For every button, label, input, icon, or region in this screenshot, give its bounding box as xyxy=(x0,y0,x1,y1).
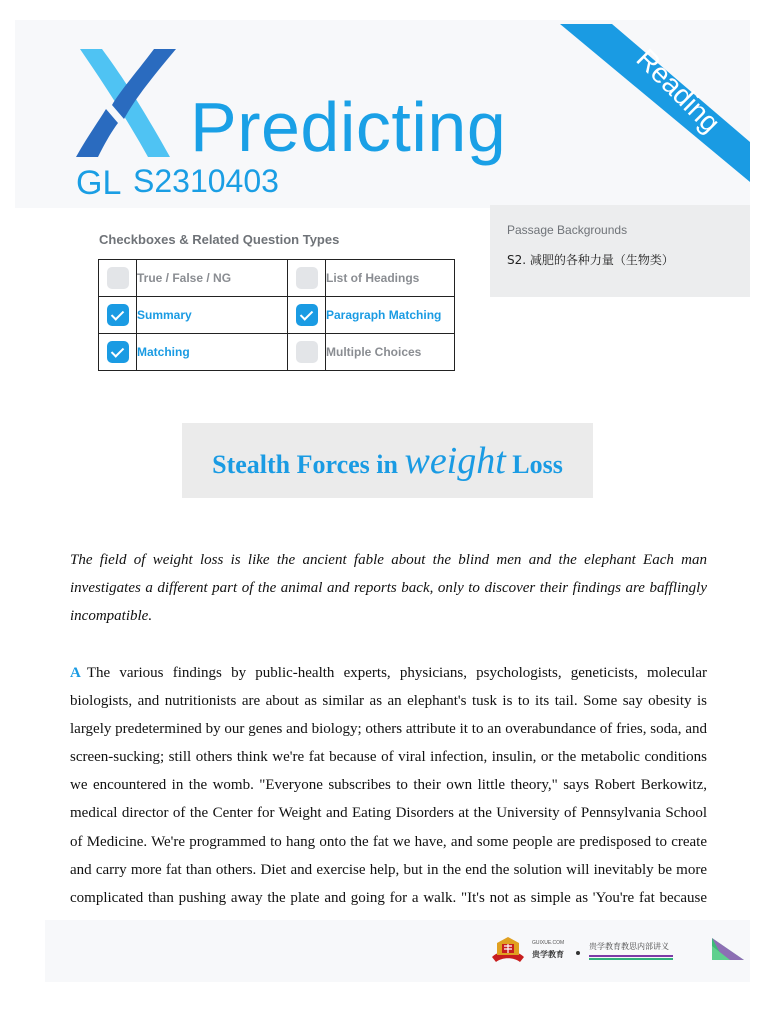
checkbox-multiple-choices[interactable] xyxy=(296,341,318,363)
checkbox-matching[interactable] xyxy=(107,341,129,363)
checkbox-label: List of Headings xyxy=(326,271,420,285)
checkbox-summary[interactable] xyxy=(107,304,129,326)
checkbox-paragraph-matching[interactable] xyxy=(296,304,318,326)
page-title: Predicting xyxy=(190,88,507,166)
ribbon-label: Reading xyxy=(630,42,727,139)
paragraph-line: biologists, and nutritionists are about as similar as an elephant's tusk is to its tail. Some say obesity is xyxy=(70,693,707,710)
footer-underline xyxy=(589,958,673,960)
guixue-logo-icon xyxy=(490,935,526,963)
paragraph-line: incompatible. xyxy=(70,608,153,625)
checkbox-label: Paragraph Matching xyxy=(326,308,442,322)
paragraph-line: of Medicine. We're programmed to hang onto the fat we have, and some people are predisposed to create xyxy=(70,833,707,850)
gl-prefix: GL xyxy=(76,164,122,202)
article-title-end: Loss xyxy=(505,449,563,479)
footer-underline xyxy=(589,955,673,957)
paragraph-line: complicated than pushing away the plate and going for a walk. "It's not as simple as 'You're fat because xyxy=(70,889,707,906)
corner-triangle-icon xyxy=(710,936,746,962)
question-types-title: Checkboxes & Related Question Types xyxy=(99,232,340,247)
checkbox-label: True / False / NG xyxy=(137,271,232,285)
paragraph-letter: A xyxy=(70,665,81,681)
paragraph-line: we encountered in the womb. "Everyone subscribes to their own little theory," says Robert Berkowitz, xyxy=(70,777,707,794)
paragraph-line: and carry more fat than others. Diet and exercise help, but in the end the solution will inevitably be more xyxy=(70,861,707,878)
article-title-box xyxy=(182,423,593,498)
paragraph-line: medical director of the Center for Weight and Eating Disorders at the University of Pennsylvania School xyxy=(70,805,707,822)
passage-backgrounds-title: Passage Backgrounds xyxy=(507,223,628,237)
paragraph-line: largely predetermined by our genes and biology; others attribute it to an overabundance of fries, soda, and xyxy=(70,721,707,738)
article-title xyxy=(212,439,563,483)
table-row xyxy=(99,334,455,371)
article-title-start: Stealth Forces in xyxy=(212,449,405,479)
paragraph-line: investigates a different part of the animal and reports back, only to discover their findings are bafflingly xyxy=(70,580,707,597)
article-title-italic: weight xyxy=(404,439,506,482)
x-logo-icon xyxy=(72,45,184,161)
footer-brand-en: GUIXUE.COM xyxy=(532,940,565,946)
footer-dot xyxy=(576,951,580,955)
paragraph-line xyxy=(70,659,707,687)
document-code: S2310403 xyxy=(133,163,279,199)
paragraph-line: screen-sucking; still others think we're fat because of viral infection, insulin, or the metabolic conditions xyxy=(70,749,707,766)
intro-paragraph xyxy=(70,546,707,630)
checkbox-label: Matching xyxy=(137,345,190,359)
footer-note: 贵学教育教思内部讲义 xyxy=(589,942,669,951)
checkbox-true-false-ng[interactable] xyxy=(107,267,129,289)
passage-backgrounds-item: S2. 减肥的各种力量（生物类） xyxy=(507,253,674,267)
table-row xyxy=(99,260,455,297)
paragraph-line-text: The various findings by public-health experts, physicians, psychologists, geneticists, molecular xyxy=(86,665,707,681)
paragraph-line: The field of weight loss is like the ancient fable about the blind men and the elephant Each man xyxy=(70,552,707,568)
paragraph-a xyxy=(70,659,707,912)
checkbox-list-of-headings[interactable] xyxy=(296,267,318,289)
checkbox-label: Multiple Choices xyxy=(326,345,422,359)
checkbox-label: Summary xyxy=(137,308,192,322)
footer-brand: 贵学教育 xyxy=(532,950,564,959)
table-row xyxy=(99,297,455,334)
question-types-table xyxy=(98,259,455,371)
